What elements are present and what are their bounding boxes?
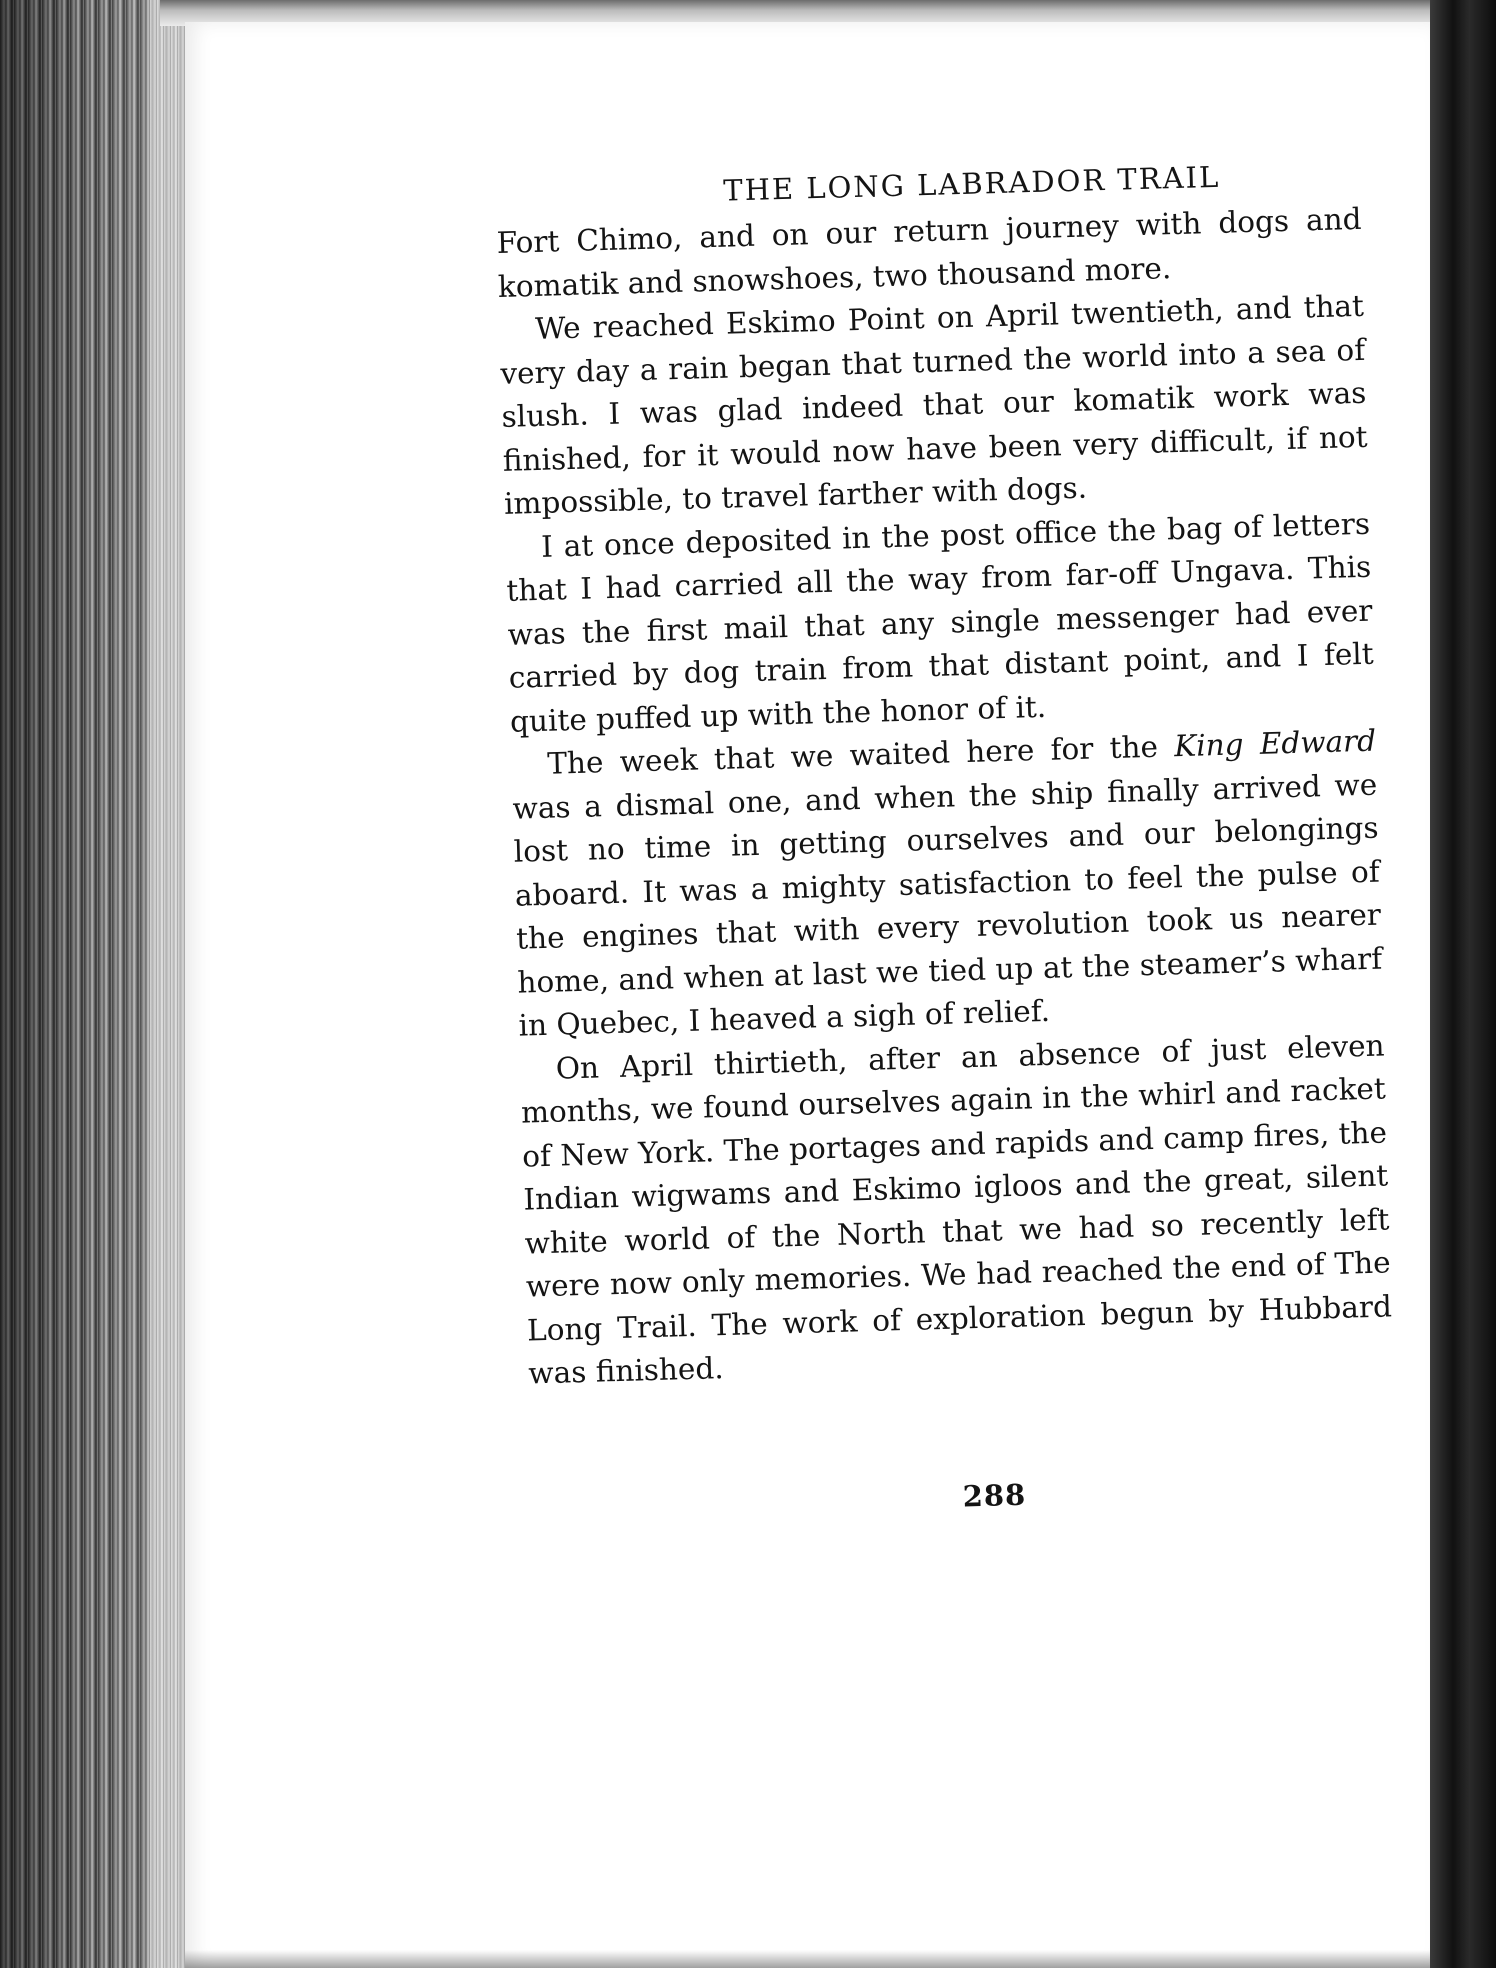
ship-name-italic: King Edward bbox=[1173, 723, 1377, 764]
right-binding-edge bbox=[1430, 0, 1496, 1968]
paragraph-3: I at once deposited in the post office the bag of letters that I had carried all the way from far-off Ungava. This was the first mail that any single messenger had ever carried by dog train from that distant point, and I felt quite puffed up with the honor of it. bbox=[506, 506, 1375, 739]
paragraph-4-text-after: was a dismal one, and when the ship finally arrived we lost no time in getting ourselves and our belongings aboard. It was a mighty satisfaction to feel the pulse of the engines that with every revolution took us nearer home, and when at last we tied up at the steamer’s wharf in Quebec, I heaved a sigh of relief. bbox=[512, 767, 1383, 1043]
paragraph-5: On April thirtieth, after an absence of just eleven months, we found ourselves again in the whirl and racket of New York. The portages and rapids and camp fires, the Indian wigwams and Eskimo igloos and the great, silent white world of the North that we had so recently left were now only memories. We had reached the end of The Long Trail. The work of exploration begun by Hubbard was finished. bbox=[520, 1028, 1393, 1391]
running-head: THE LONG LABRADOR TRAIL bbox=[722, 159, 1221, 208]
paragraph-1: Fort Chimo, and on our return journey with dogs and komatik and snowshoes, two thousand more. bbox=[496, 201, 1362, 304]
text-block bbox=[495, 156, 1397, 1525]
paragraph-4-text-before: The week that we waited here for the bbox=[546, 729, 1175, 781]
paragraph-4 bbox=[511, 720, 1384, 1049]
page-bottom-shadow bbox=[185, 1950, 1430, 1968]
page-number: 288 bbox=[962, 1477, 1027, 1513]
paragraph-2: We reached Eskimo Point on April twentieth, and that very day a rain began that turned the world into a sea of slush. I was glad indeed that our komatik work was finished, for it would now have been very difficult, if not impossible, to travel farther with dogs. bbox=[499, 288, 1368, 521]
